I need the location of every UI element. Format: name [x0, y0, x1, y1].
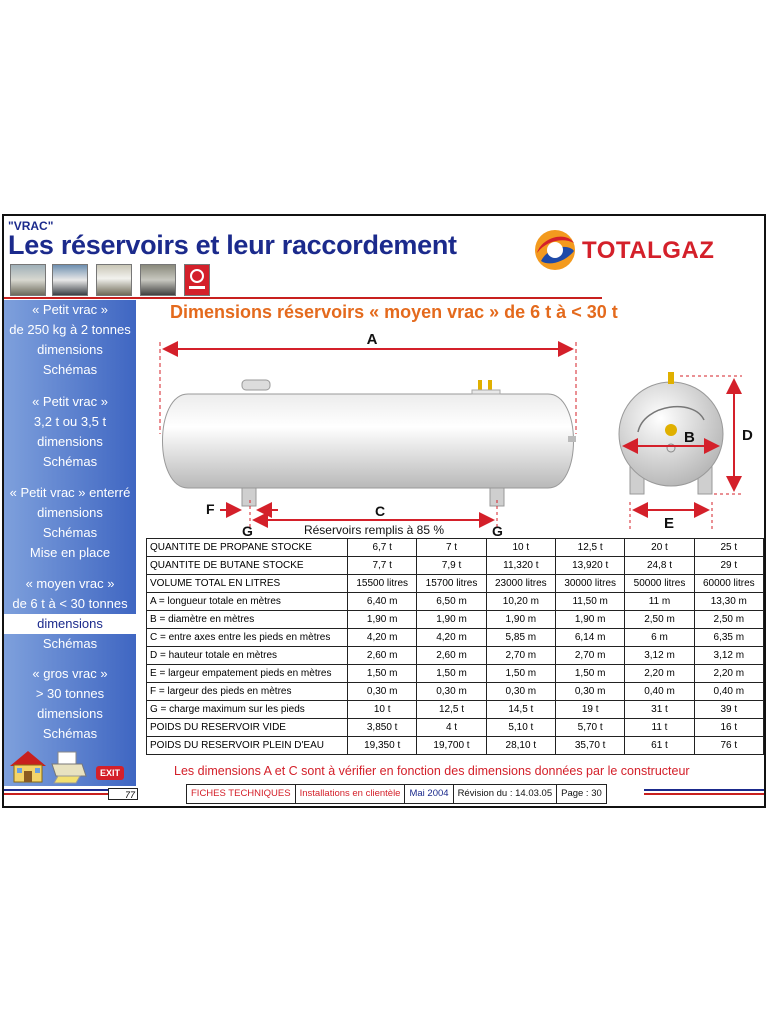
table-cell: 3,12 m — [625, 647, 694, 665]
row-label: D = hauteur totale en mètres — [147, 647, 348, 665]
installation-photo-thumbnail — [140, 264, 176, 296]
table-cell: 2,20 m — [694, 665, 763, 683]
home-icon[interactable] — [8, 748, 48, 784]
table-cell: 1,50 m — [417, 665, 486, 683]
table-cell: 2,60 m — [348, 647, 417, 665]
table-cell: 2,50 m — [694, 611, 763, 629]
table-row — [147, 629, 764, 647]
footer-info — [186, 784, 607, 804]
sidebar-item-enterre[interactable]: « Petit vrac » enterré — [9, 485, 131, 500]
table-cell: 11,320 t — [486, 557, 555, 575]
row-label: POIDS DU RESERVOIR VIDE — [147, 719, 348, 737]
table-cell: 6,35 m — [694, 629, 763, 647]
dimension-d-label: D — [742, 427, 753, 444]
table-cell: 19 t — [556, 701, 625, 719]
table-cell: 13,30 m — [694, 593, 763, 611]
table-cell: 15500 litres — [348, 575, 417, 593]
table-cell: 60000 litres — [694, 575, 763, 593]
sidebar-item-petit-vrac-2[interactable]: « Petit vrac » — [32, 394, 108, 409]
table-row — [147, 719, 764, 737]
dimension-g-right-label: G — [492, 523, 503, 538]
table-cell: 0,30 m — [486, 683, 555, 701]
row-label: F = largeur des pieds en mètres — [147, 683, 348, 701]
dimension-a-label: A — [366, 331, 378, 348]
sidebar-item-gros-vrac-range[interactable]: > 30 tonnes — [35, 686, 105, 701]
row-label: G = charge maximum sur les pieds — [147, 701, 348, 719]
table-cell: 25 t — [694, 539, 763, 557]
table-cell: 6,40 m — [348, 593, 417, 611]
table-cell: 2,70 m — [556, 647, 625, 665]
shield-icon — [185, 265, 209, 295]
footer-page: Page : 30 — [561, 788, 602, 799]
sidebar-nav — [4, 300, 136, 786]
table-row — [147, 575, 764, 593]
table-cell: 7,9 t — [417, 557, 486, 575]
dimension-f-label: F — [206, 501, 215, 517]
sidebar-item-enterre-dimensions[interactable]: dimensions — [37, 505, 103, 520]
header-divider — [4, 297, 602, 299]
sidebar-item-moyen-vrac[interactable]: « moyen vrac » — [25, 576, 115, 591]
table-cell: 11,50 m — [556, 593, 625, 611]
table-cell: 2,60 m — [417, 647, 486, 665]
page-title: Les réservoirs et leur raccordement — [8, 230, 457, 260]
row-label: B = diamètre en mètres — [147, 611, 348, 629]
table-cell: 0,40 m — [694, 683, 763, 701]
category-label: "VRAC" — [8, 219, 54, 233]
tank-valve-plate — [472, 390, 500, 394]
tank-foot-left — [242, 486, 256, 506]
footer-subsection: Installations en clientèle — [296, 785, 406, 803]
sidebar-item-petit-vrac[interactable]: « Petit vrac » — [32, 302, 108, 317]
table-cell: 35,70 t — [556, 737, 625, 755]
footer-section: FICHES TECHNIQUES — [187, 785, 296, 803]
sidebar-item-gros-vrac-dimensions[interactable]: dimensions — [37, 706, 103, 721]
table-cell: 16 t — [694, 719, 763, 737]
tank-diagram — [144, 324, 764, 538]
table-cell: 10,20 m — [486, 593, 555, 611]
table-cell: 30000 litres — [556, 575, 625, 593]
table-cell: 0,30 m — [348, 683, 417, 701]
table-row — [147, 701, 764, 719]
row-label: POIDS DU RESERVOIR PLEIN D'EAU — [147, 737, 348, 755]
slide-frame — [2, 214, 766, 808]
table-cell: 1,50 m — [348, 665, 417, 683]
dimensions-table — [146, 538, 764, 755]
fill-note: Réservoirs remplis à 85 % — [303, 523, 445, 537]
tank-body — [163, 394, 574, 488]
table-cell: 6,50 m — [417, 593, 486, 611]
table-cell: 5,70 t — [556, 719, 625, 737]
table-row — [147, 593, 764, 611]
table-cell: 12,5 t — [417, 701, 486, 719]
table-cell: 0,30 m — [417, 683, 486, 701]
table-cell: 13,920 t — [556, 557, 625, 575]
tank-photo-thumbnail — [10, 264, 46, 296]
table-cell: 76 t — [694, 737, 763, 755]
footer-revision: Révision du : 14.03.05 — [454, 785, 558, 803]
sidebar-item-petit-vrac-2-dimensions[interactable]: dimensions — [37, 434, 103, 449]
table-cell: 5,85 m — [486, 629, 555, 647]
sidebar-item-gros-vrac[interactable]: « gros vrac » — [32, 666, 108, 681]
table-cell: 23000 litres — [486, 575, 555, 593]
sidebar-item-moyen-vrac-schemas[interactable]: Schémas — [42, 636, 98, 651]
table-cell: 3,850 t — [348, 719, 417, 737]
exit-button[interactable]: EXIT — [96, 766, 124, 780]
row-label: VOLUME TOTAL EN LITRES — [147, 575, 348, 593]
sidebar-item-enterre-schemas[interactable]: Schémas — [42, 525, 98, 540]
table-cell: 29 t — [694, 557, 763, 575]
sidebar-item-petit-vrac-schemas[interactable]: Schémas — [42, 362, 98, 377]
table-cell: 11 m — [625, 593, 694, 611]
sidebar-item-moyen-vrac-dimensions[interactable]: dimensions — [4, 614, 136, 634]
table-cell: 0,30 m — [556, 683, 625, 701]
table-cell: 10 t — [348, 701, 417, 719]
end-view-valve — [668, 372, 674, 384]
table-cell: 1,90 m — [486, 611, 555, 629]
sidebar-item-petit-vrac-range[interactable]: de 250 kg à 2 tonnes — [9, 322, 131, 337]
table-cell: 6 m — [625, 629, 694, 647]
table-row — [147, 737, 764, 755]
table-cell: 4,20 m — [417, 629, 486, 647]
table-cell: 3,12 m — [694, 647, 763, 665]
row-label: E = largeur empatement pieds en mètres — [147, 665, 348, 683]
footer-date: Mai 2004 — [405, 785, 453, 803]
table-cell: 39 t — [694, 701, 763, 719]
table-cell: 5,10 t — [486, 719, 555, 737]
table-cell: 1,90 m — [417, 611, 486, 629]
table-cell: 1,50 m — [556, 665, 625, 683]
table-cell: 19,350 t — [348, 737, 417, 755]
table-cell: 28,10 t — [486, 737, 555, 755]
sidebar-item-petit-vrac-dimensions[interactable]: dimensions — [37, 342, 103, 357]
tank-manhole — [242, 380, 270, 390]
dimension-b-label: B — [684, 429, 695, 446]
table-cell: 61 t — [625, 737, 694, 755]
safety-logo — [184, 264, 210, 296]
table-cell: 6,14 m — [556, 629, 625, 647]
table-cell: 20 t — [625, 539, 694, 557]
table-cell: 1,90 m — [348, 611, 417, 629]
table-cell: 0,40 m — [625, 683, 694, 701]
table-cell: 4,20 m — [348, 629, 417, 647]
table-row — [147, 683, 764, 701]
tanker-photo-thumbnail — [96, 264, 132, 296]
table-cell: 12,5 t — [556, 539, 625, 557]
sidebar-item-moyen-vrac-range[interactable]: de 6 t à < 30 tonnes — [12, 596, 128, 611]
dimension-e-label: E — [664, 515, 675, 532]
table-row — [147, 665, 764, 683]
end-view-gauge-dot — [665, 424, 677, 436]
sidebar-item-enterre-mise-en-place[interactable]: Mise en place — [29, 545, 111, 560]
tank-gauge — [568, 436, 576, 442]
table-cell: 1,50 m — [486, 665, 555, 683]
table-cell: 1,90 m — [556, 611, 625, 629]
table-cell: 2,50 m — [625, 611, 694, 629]
table-cell: 7,7 t — [348, 557, 417, 575]
slide-number: 77 — [108, 788, 138, 800]
table-cell: 10 t — [486, 539, 555, 557]
row-label: QUANTITE DE PROPANE STOCKE — [147, 539, 348, 557]
brand-name: TOTALGAZ — [582, 237, 715, 264]
truck-photo-thumbnail — [52, 264, 88, 296]
table-row — [147, 611, 764, 629]
printer-icon[interactable] — [50, 750, 88, 784]
table-cell: 4 t — [417, 719, 486, 737]
table-row — [147, 557, 764, 575]
constructor-note: Les dimensions A et C sont à vérifier en fonction des dimensions données par le constructeur — [174, 764, 690, 778]
row-label: A = longueur totale en mètres — [147, 593, 348, 611]
row-label: QUANTITE DE BUTANE STOCKE — [147, 557, 348, 575]
table-cell: 7 t — [417, 539, 486, 557]
table-cell: 19,700 t — [417, 737, 486, 755]
table-cell: 2,70 m — [486, 647, 555, 665]
table-cell: 2,20 m — [625, 665, 694, 683]
row-label: C = entre axes entre les pieds en mètres — [147, 629, 348, 647]
table-cell: 11 t — [625, 719, 694, 737]
table-cell: 15700 litres — [417, 575, 486, 593]
total-emblem-icon — [532, 227, 578, 273]
table-row — [147, 539, 764, 557]
dimension-c-label: C — [374, 503, 386, 519]
table-cell: 6,7 t — [348, 539, 417, 557]
sidebar-item-petit-vrac-2-schemas[interactable]: Schémas — [42, 454, 98, 469]
table-cell: 31 t — [625, 701, 694, 719]
section-title: Dimensions réservoirs « moyen vrac » de 6 t à < 30 t — [170, 302, 618, 322]
sidebar-item-gros-vrac-schemas[interactable]: Schémas — [42, 726, 98, 741]
totalgaz-logo — [532, 227, 762, 277]
table-cell: 14,5 t — [486, 701, 555, 719]
sidebar-item-petit-vrac-2-range[interactable]: 3,2 t ou 3,5 t — [33, 414, 107, 429]
table-cell: 24,8 t — [625, 557, 694, 575]
dimension-g-left-label: G — [242, 523, 253, 538]
table-row — [147, 647, 764, 665]
table-cell: 50000 litres — [625, 575, 694, 593]
